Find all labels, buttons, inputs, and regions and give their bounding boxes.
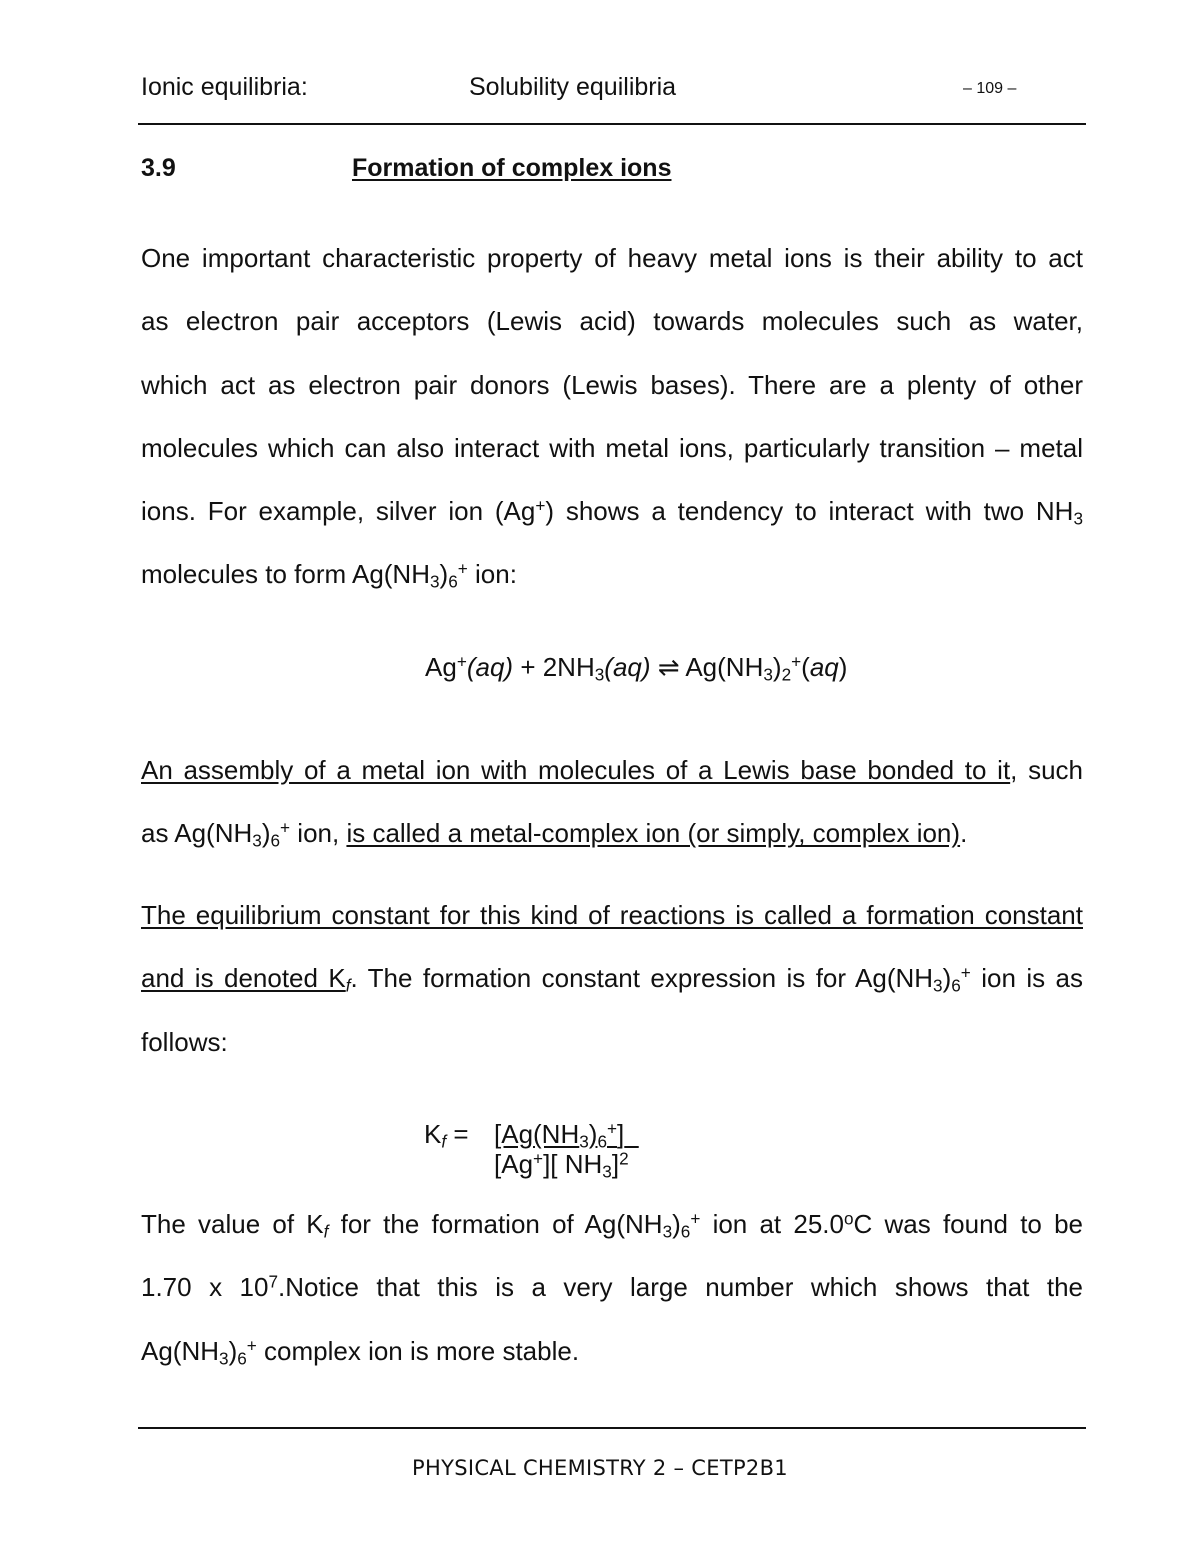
- kf-denominator: [Ag+][ $NH_3]^2$: [494, 1148, 629, 1182]
- text-line: 1.70 x $10^7.Notice$ that this is a very large number which shows that the: [141, 1271, 1083, 1303]
- page-number: – 109 –: [963, 80, 1017, 97]
- text-line: which act as electron pair donors (Lewis bases). There are a plenty of other: [141, 369, 1083, 400]
- text-line: as electron pair acceptors (Lewis acid) towards molecules such as water,: [141, 306, 1083, 337]
- kf-lhs: $K_f$ =: [424, 1119, 469, 1152]
- paragraph-intro: [141, 227, 1083, 607]
- paragraph-formation-constant: [141, 884, 1083, 1074]
- text-line: follows:: [141, 1026, 228, 1057]
- footer-text: PHYSICAL CHEMISTRY 2 – CETP2B1: [412, 1456, 788, 1480]
- text-line: The value of $K_f$ for the formation of $Ag(NH_3)_6^+$ ion at 25.0$^o$C was found to be: [141, 1208, 1084, 1242]
- header-rule: [138, 123, 1086, 125]
- text-line: One important characteristic property of heavy metal ions is their ability to act: [141, 243, 1083, 273]
- text-line: molecules to form $Ag(NH_3)_6^+$ ion:: [141, 558, 517, 592]
- section-number: 3.9: [141, 154, 176, 182]
- kf-numerator: $[Ag(NH_3)_6^+]$: [494, 1118, 625, 1152]
- text-line: The equilibrium constant for this kind of reactions is called a formation constant: [141, 900, 1083, 930]
- text-line: $Ag(NH_3)_6^+$ complex ion is more stable.: [141, 1335, 580, 1368]
- header-center: Solubility equilibria: [469, 73, 677, 101]
- paragraph-kf-value: [141, 1193, 1083, 1383]
- text-line: as $Ag(NH_3)_6^+$ ion, is called a metal-complex ion (or simply, complex ion).: [141, 817, 968, 851]
- paragraph-definition: [141, 739, 1083, 866]
- text-line: molecules which can also interact with metal ions, particularly transition – metal: [141, 432, 1083, 463]
- footer-rule: [138, 1427, 1086, 1429]
- section-title: Formation of complex ions: [352, 154, 672, 182]
- text-line: and is denoted $K_f$. The formation constant expression is for $Ag(NH_3)_6^+$ ion is as: [141, 962, 1083, 996]
- text-line: An assembly of a metal ion with molecules of a Lewis base bonded to it, such: [141, 755, 1083, 785]
- text-line: ions. For example, silver ion (Ag+) shows a tendency to interact with two $NH_3$: [141, 495, 1083, 529]
- reaction-equation: $Ag^+(aq) + 2NH_3(aq)$ ⇌ $Ag(NH_3)_2^+(aq)$: [425, 651, 848, 685]
- header-left: Ionic equilibria:: [141, 73, 308, 101]
